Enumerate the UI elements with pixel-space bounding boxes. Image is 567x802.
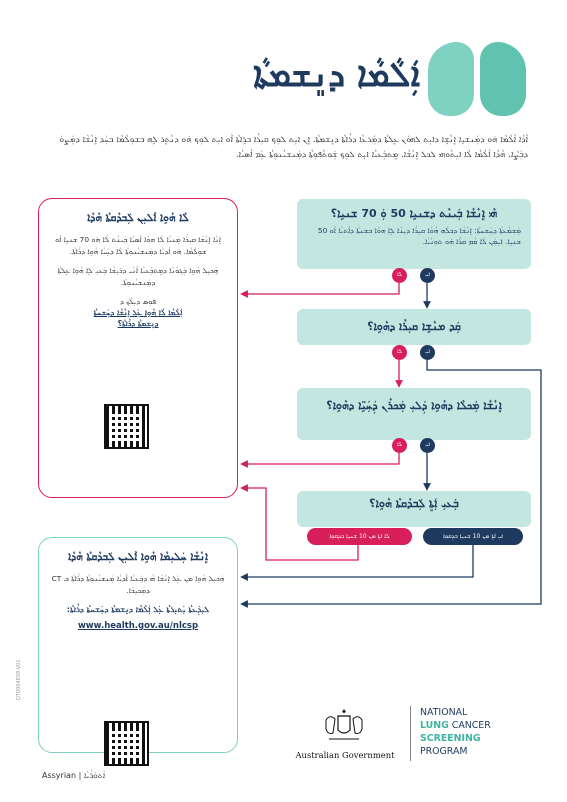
question-smoke-box: ܩܲܕ ܡܢܵܫܹܐ ܩܝܼܪܵܐ ܕܗܵܘܹܐ؟: [297, 309, 531, 345]
program-line-3: SCREENING: [420, 733, 481, 744]
answer-yes-dot: ܐܝܼ: [420, 268, 435, 283]
answer-yes-dot: ܐܝܼ: [420, 345, 435, 360]
program-line-4: PROGRAM: [420, 746, 468, 757]
qr-code-icon[interactable]: [104, 404, 149, 449]
answer-no-dot: ܠܵܐ: [392, 345, 407, 360]
health-website-link[interactable]: www.health.gov.au/nlcsp: [77, 621, 199, 631]
answer-quit-under-10-pill: ܐܝܼ ܐܵܬܹܐ ܡܢ 10 ܫܢܝܹܐ ܒܕܸܩܘܹܐ: [423, 528, 523, 545]
question-quit-box: ܒܲܥܝܼ ܐܲܬܸܐ ܠܲܒܕܵܩܬܵܐ ܗܵܘܹܐ؟: [297, 491, 531, 527]
answer-no-dot: ܠܵܐ: [392, 268, 407, 283]
document-code: DT0004838 V01: [16, 659, 22, 700]
program-line-1: NATIONAL: [420, 707, 468, 718]
language-label: Assyrian | ܐܵܬܘܿܪܵܝܵܐ: [42, 771, 106, 780]
intro-paragraph: ܐܵܕܵܐ ܐܵܠܵܡܵܐ ܗ̇ܘ ܕܡܲܢܫܝܹܐ ܐܸܢܵܫܹܐ ܕܐܝܼܬ ܠܗܘܿܢ ܥܸܠܬܵܐ ܕܡܲܪܥܵܐ ܕܪܵܐܬܵܐ ܕܢܸܫܡܬܵܐ. ܐܸܢ ܐܝܼܬ ܠܘܼܟ ܩܝܼܪܵܐ ܒܪܹܐܬܵܐ ܐܵܘ ܐܝܼܬ ܠܘܼܟ ܗ̇ܘ ܕܢܵܬܸܪ ܠܹܗ ܒܫܘܼܠܵܡܵܐ ܒܚܲܕ ܐܸܢܵܫܵܐ ܕܡܲܨܘܿ ܕܒܲܨܵܐ. ܗܵܕܵܐ ܐܵܠܵܡܵܐ ܠܵܐ ܐܝܼܬܵܘܗܝ ܠܟܠ ܐܸܢܵܫܵܐ. ܡܸܬܒܲܥܝܵܐ ܐܝܼܬ ܠܘܼܟ ܫܲܘܬܵܦܘܼܬܵܐ ܕܡܲܢܫܝܵܢܘܼܬܵܐ ܥܲܡ ܐܵܣܝܵܐ.: [59, 135, 528, 160]
not-eligible-link-1[interactable]: ܐܲܠܵܡܵܐ ܠܵܐ ܗܵܘܹܐ ܥܲܠ ܐܸܢܵܫܵܐ ܕܚܲܫܚܬܵܐ: [93, 308, 183, 317]
not-eligible-link-intro: ܦܘܼܣ ܕܝܼܠܵܟ ܕ: [120, 297, 156, 306]
question-history-box: ܐܸܢܵܫܵܐ ܡܲܟܠܵܐ ܕܗܵܘܹܐ ܕܲܠܝܼ ܡܲܟܪܵܢ ܕܲܚܲܝܹ̈ܐ ܕܗܵܘܹܐ؟: [297, 388, 531, 440]
not-eligible-link-2[interactable]: ܕܢܸܫܡܬܵܐ ܕܪܵܐܬܵܐ؟: [117, 319, 159, 328]
eligible-body: ܗܲܟܝܼܠ ܗܵܘܹܐ ܡܢ ܥܲܠ ܐܸܢܵܫܵܐ ܗܵܝ ܕܒܲܥܝܵܐ ܐܵܕܝܵܐ ܡܲܢܫܝܵܢܘܼܬܵܐ ܕܪܵܐܬܵܐ ܒ CT ܕܡܲܟܝܼܟܵܐ.: [51, 574, 225, 595]
answer-yes-dot: ܐܝܼ: [420, 438, 435, 453]
footer-divider: [410, 706, 411, 761]
question-age-note: ܡܲܫܡܵܥܬܵܐ ܕܚܲܫܚܬܵܐ: ܐܸܢܵܫܵܐ ܕܟܠܵܗ ܗܵܘܵܐ ܩܝܼܪܵܐ ܕܝܼܢܵܐ ܠܹܐ ܗܘܵܐ ܒܫܢܬܵܐ ܕܐܵܬܝܵܐ ܐܵܘ 50 ܫܢܝܹܐ. ܐܝܼܡܲܢ ܠܵܐ ܩܵܡ ܩܪܵܐ ܗ̇ܘ ܬܘܼܢܵܝܵܐ.: [317, 226, 521, 246]
eligible-title: ܐܸܢܵܫܵܐ ܚܲܠܝܼܡܵܐ ܗܵܘܹܐ ܐܵܠܝܼܢ ܠܲܒܕܵܩܬܵܐ ܗܵܕܵܐ: [68, 551, 208, 563]
program-word-lung: LUNG: [420, 720, 449, 731]
program-logo: [420, 706, 491, 758]
eligible-info-label: ܠܝܼܕܲܥܬܵܐ ܝܲܬܝܼܪܬܵܐ ܥܲܠ ܐܲܠܵܡܵܐ ܕܢܸܫܡܬܵܐ ܕܚܲܫܚܬܵܐ ܕܪܵܐܬܵܐ:: [66, 605, 210, 614]
page-title: ܐܲܠܵܡܵܐ ܕܢܸܫܡܬܵܐ: [252, 55, 420, 95]
not-eligible-body-2: ܗܲܟܝܼܠ ܗܵܘܹܐ ܒܲܓܘܵܢܵܐ ܕܡܸܬܒܲܥܝܵܐ ܐܵܢܵܝ ܕܪܝܼܫܵܐ ܒܲܥܝܼ ܠܹܐ ܗܵܘܹܐ ܥܸܠܬܵܐ ܕܡܲܢܫܝܵܢܘܼܬܵܐ.: [57, 266, 219, 287]
not-eligible-body-1: ܐܸܢܵܐ ܐܸܢܵܫܵܐ ܩܝܼܪܵܐ ܡܲܢܝܵܐ ܠܵܐ ܗܘܵܐ ܐܵܣܝܵܐ ܒܲܝܢܵܬ ܠܵܐ ܗ̇ܘ 70 ܫܢܝܹܐ ܐܵܘ ܫܘܼܠܵܡܵܐ. ܗ̇ܘ ܐܵܕܝܵܐ ܕܡܲܢܫܝܵܢܘܼܬܵܐ ܠܵܐ ܕܚܲܝܵܐ ܗܵܘܹܐ ܕܪܵܐܬܵܐ.: [55, 235, 221, 256]
question-age-box: [297, 199, 531, 269]
program-word-cancer: CANCER: [451, 720, 491, 731]
coat-of-arms-icon: [321, 706, 367, 746]
qr-code-icon[interactable]: [104, 721, 149, 766]
answer-no-dot: ܠܵܐ: [392, 438, 407, 453]
not-eligible-title: ܠܵܐ ܗܵܘܹܐ ܐܵܠܝܼܢ ܠܲܒܕܵܩܬܵܐ ܗܵܕܵܐ: [87, 212, 189, 224]
not-eligible-card: [38, 198, 238, 498]
question-age-title: ܗܵܝ ܐܸܢܵܫܵܐ ܒܲܝܢܵܬ ܕܫܢܝܹܐ 50 ܘܲ 70 ܫܢܝܹܐ؟: [330, 207, 498, 220]
answer-quit-over-10-pill: ܠܵܐ ܐܵܬܹܐ ܡܢ 10 ܫܢܝܹܐ ܒܕܸܩܘܹܐ: [307, 528, 412, 545]
government-name: Australian Government: [295, 750, 395, 760]
